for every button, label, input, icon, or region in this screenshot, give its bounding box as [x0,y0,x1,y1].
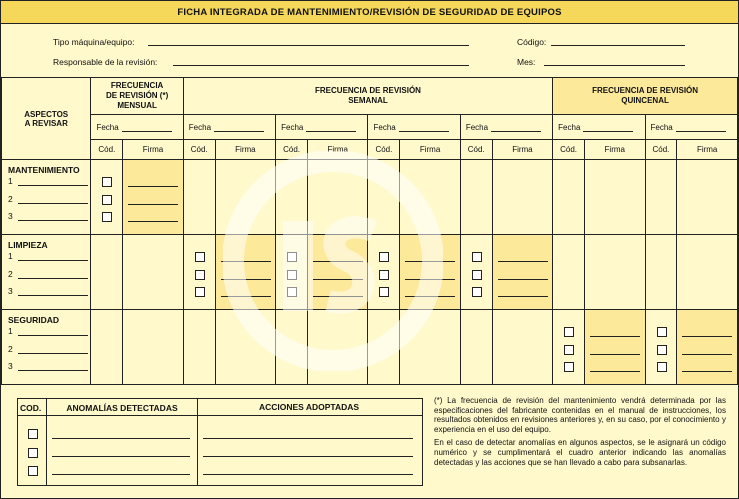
signature-cell [307,235,368,310]
monthly-header: FRECUENCIA DE REVISIÓN (*) MENSUAL [91,78,183,115]
signature-line[interactable] [590,354,640,355]
checkbox[interactable] [195,252,205,262]
signature-cell [215,310,276,385]
signature-cell [307,310,368,385]
checkbox[interactable] [564,345,574,355]
signature-line[interactable] [405,261,455,262]
code-cell [460,160,492,235]
code-cell [645,160,677,235]
signature-cell [123,160,184,235]
code-col-header: Cód. [276,140,308,160]
action-line-2[interactable] [203,456,413,457]
code-cell [460,235,492,310]
aspect-line[interactable] [18,185,88,186]
checkbox[interactable] [287,287,297,297]
anomaly-line-2[interactable] [52,456,190,457]
signature-line[interactable] [590,336,640,337]
signature-line[interactable] [590,371,640,372]
weekly-date-1: Fecha [183,115,275,140]
weekly-date-4: Fecha [460,115,552,140]
anomalies-header: ANOMALÍAS DETECTADAS [66,403,178,413]
section-label: SEGURIDAD [8,315,60,325]
code-column-header: COD. [20,403,42,413]
signature-cell [400,160,461,235]
signature-col-header: Firma [307,140,368,160]
aspect-line[interactable] [18,335,88,336]
checkbox[interactable] [379,270,389,280]
signature-line[interactable] [313,296,363,297]
signature-line[interactable] [221,296,271,297]
code-cell [91,310,123,385]
signature-cell [585,235,646,310]
code-cell [183,235,215,310]
checkbox[interactable] [195,270,205,280]
code-cell [91,160,123,235]
signature-line[interactable] [682,354,732,355]
signature-line[interactable] [498,279,548,280]
row-number: 1 [8,251,13,261]
anomalies-box [17,398,423,486]
section-label: MANTENIMIENTO [8,165,80,175]
aspects-header: ASPECTOS A REVISAR [2,78,91,160]
code-cell [276,235,308,310]
month-label: Mes: [517,57,536,67]
section-1 [2,235,91,310]
monthly-date: Fecha [91,115,183,140]
code-cell [553,235,585,310]
biweekly-header: FRECUENCIA DE REVISIÓN QUINCENAL [553,78,738,115]
signature-cell [215,235,276,310]
aspect-line[interactable] [18,220,88,221]
signature-line[interactable] [128,204,178,205]
signature-cell [677,235,738,310]
code-cell [183,160,215,235]
form-title: FICHA INTEGRADA DE MANTENIMIENTO/REVISIÓN DE SEGURIDAD DE EQUIPOS [1,1,738,24]
review-grid [1,77,738,385]
action-line-1[interactable] [203,438,413,439]
signature-line[interactable] [221,261,271,262]
checkbox[interactable] [472,270,482,280]
checkbox[interactable] [379,287,389,297]
signature-line[interactable] [682,336,732,337]
code-cell [645,310,677,385]
anomaly-checkbox-3[interactable] [28,466,38,476]
code-cell [183,310,215,385]
signature-col-header: Firma [492,140,553,160]
row-number: 1 [8,176,13,186]
signature-cell [677,160,738,235]
checkbox[interactable] [102,177,112,187]
section-label: LIMPIEZA [8,240,48,250]
code-col-header: Cód. [553,140,585,160]
code-cell [368,310,400,385]
signature-col-header: Firma [215,140,276,160]
aspect-line[interactable] [18,370,88,371]
anomaly-checkbox-2[interactable] [28,448,38,458]
signature-line[interactable] [128,221,178,222]
signature-cell [492,310,553,385]
signature-cell [585,310,646,385]
signature-line[interactable] [313,261,363,262]
section-0 [2,160,91,235]
aspect-line[interactable] [18,203,88,204]
signature-line[interactable] [405,279,455,280]
code-cell [553,310,585,385]
signature-cell [123,310,184,385]
code-cell [368,235,400,310]
signature-col-header: Firma [585,140,646,160]
checkbox[interactable] [287,270,297,280]
month-field[interactable] [544,65,685,66]
checkbox[interactable] [657,362,667,372]
code-cell [460,310,492,385]
signature-line[interactable] [313,279,363,280]
row-number: 3 [8,361,13,371]
signature-cell [215,160,276,235]
anomaly-line-1[interactable] [52,438,190,439]
checkbox[interactable] [657,345,667,355]
checkbox[interactable] [564,327,574,337]
signature-line[interactable] [128,186,178,187]
signature-col-header: Firma [123,140,184,160]
weekly-date-3: Fecha [368,115,460,140]
code-cell [276,160,308,235]
note-anomalies: En el caso de detectar anomalías en algunos aspectos, se le asignará un código numérico y se cumplimentará el cuadro anterior indicando las anomalías detectadas y las acciones que se han llevado a cabo para subsanarlas. [434,438,726,467]
signature-cell [492,235,553,310]
section-2 [2,310,91,385]
signature-cell [123,235,184,310]
signature-line[interactable] [221,279,271,280]
responsible-field[interactable] [173,65,469,66]
signature-line[interactable] [682,371,732,372]
machine-type-field[interactable] [148,45,469,46]
actions-header: ACCIONES ADOPTADAS [258,402,360,412]
signature-line[interactable] [405,296,455,297]
weekly-date-2: Fecha [276,115,368,140]
signature-cell [585,160,646,235]
signature-cell [400,235,461,310]
signature-cell [307,160,368,235]
machine-type-label: Tipo máquina/equipo: [53,37,135,47]
checkbox[interactable] [379,252,389,262]
row-number: 2 [8,194,13,204]
row-number: 1 [8,326,13,336]
anomaly-line-3[interactable] [52,474,190,475]
checkbox[interactable] [287,252,297,262]
row-number: 2 [8,269,13,279]
row-number: 2 [8,344,13,354]
signature-cell [400,310,461,385]
code-col-header: Cód. [91,140,123,160]
checkbox[interactable] [102,212,112,222]
code-label: Código: [517,37,547,47]
weekly-header: FRECUENCIA DE REVISIÓN SEMANAL [183,78,552,115]
notes [434,396,726,471]
checkbox[interactable] [102,195,112,205]
code-cell [553,160,585,235]
aspect-line[interactable] [18,353,88,354]
aspect-line[interactable] [18,278,88,279]
code-field[interactable] [551,45,685,46]
code-col-header: Cód. [460,140,492,160]
aspect-line[interactable] [18,295,88,296]
checkbox[interactable] [657,327,667,337]
signature-line[interactable] [498,296,548,297]
code-col-header: Cód. [183,140,215,160]
checkbox[interactable] [472,287,482,297]
biweekly-date-2: Fecha [645,115,737,140]
signature-cell [677,310,738,385]
aspect-line[interactable] [18,260,88,261]
checkbox[interactable] [195,287,205,297]
action-line-3[interactable] [203,474,413,475]
checkbox[interactable] [564,362,574,372]
code-cell [276,310,308,385]
signature-col-header: Firma [677,140,738,160]
responsible-label: Responsable de la revisión: [53,57,158,67]
signature-col-header: Firma [400,140,461,160]
signature-line[interactable] [498,261,548,262]
code-cell [368,160,400,235]
code-col-header: Cód. [368,140,400,160]
code-cell [91,235,123,310]
anomaly-checkbox-1[interactable] [28,429,38,439]
code-cell [645,235,677,310]
row-number: 3 [8,211,13,221]
row-number: 3 [8,286,13,296]
checkbox[interactable] [472,252,482,262]
biweekly-date-1: Fecha [553,115,645,140]
code-col-header: Cód. [645,140,677,160]
signature-cell [492,160,553,235]
note-frequency: (*) La frecuencia de revisión del mantenimiento vendrá determinada por las especificaciones del fabricante contenidas en el manual de instrucciones, los resultados obtenidos en revisiones anteriores y, en su caso, por el conocimiento y experiencia en el uso del equipo. [434,396,726,434]
